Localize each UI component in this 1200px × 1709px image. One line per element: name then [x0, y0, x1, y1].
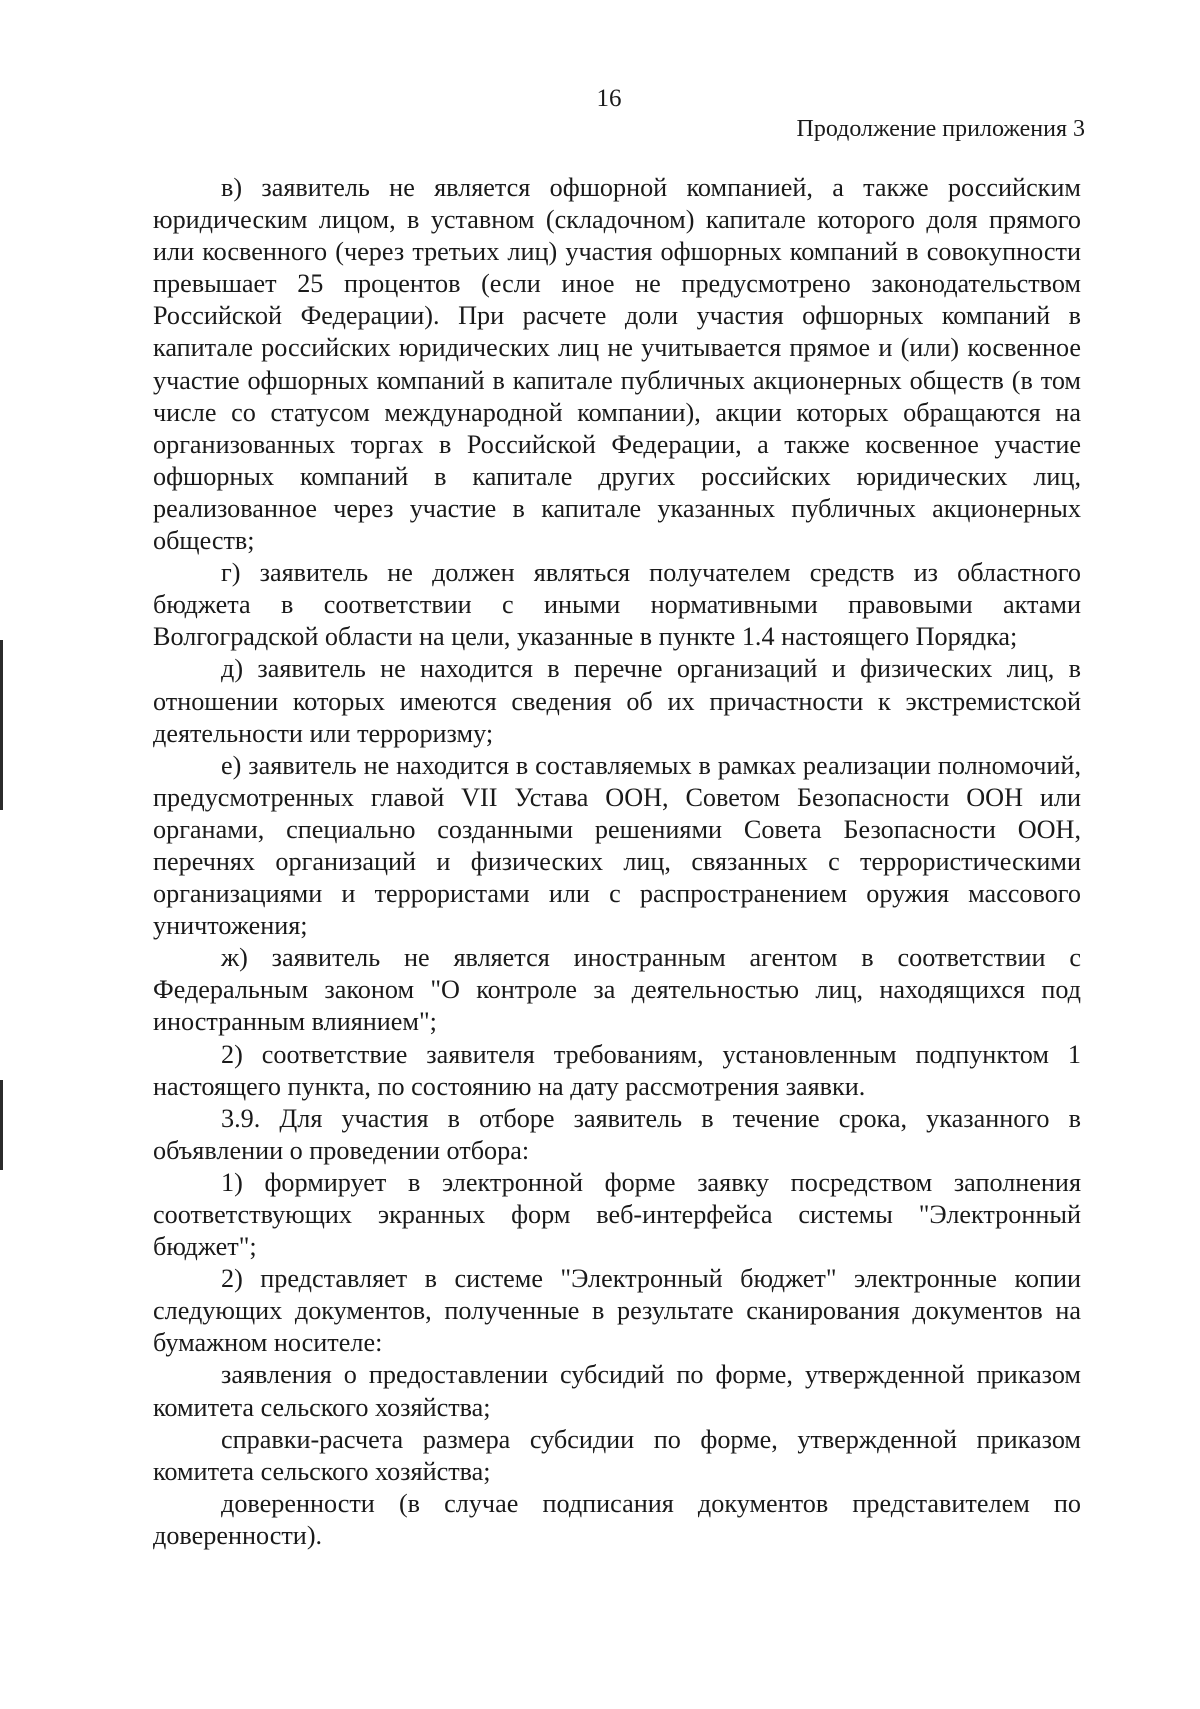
page-number: 16 — [596, 85, 622, 112]
paragraph-section-3-9: 3.9. Для участия в отборе заявитель в течение срока, указанного в объявлении о проведении отбора: — [153, 1103, 1081, 1165]
paragraph-calculation-certificate: справки-расчета размера субсидии по форме, утвержденной приказом комитета сельского хозяйства; — [153, 1424, 1081, 1486]
appendix-continuation-note: Продолжение приложения 3 — [796, 116, 1085, 142]
paragraph-extremism-list: д) заявитель не находится в перечне организаций и физических лиц, в отношении которых имеются сведения об их причастности к экстремистской деятельности или терроризму; — [153, 654, 1081, 748]
paragraph-compliance-date: 2) соответствие заявителя требованиям, установленным подпунктом 1 настоящего пункта, по состоянию на дату рассмотрения заявки. — [153, 1039, 1081, 1101]
paragraph-electronic-application: 1) формирует в электронной форме заявку посредством заполнения соответствующих экранных форм веб-интерфейса системы "Электронный бюджет"; — [153, 1167, 1081, 1262]
scan-edge-mark — [0, 1080, 3, 1170]
paragraph-scanned-copies: 2) представляет в системе "Электронный бюджет" электронные копии следующих документов, полученные в результате сканирования документов на бумажном носителе: — [153, 1264, 1081, 1358]
paragraph-offshore-company: в) заявитель не является офшорной компанией, а также российским юридическим лицом, в уставном (складочном) капитале которого доля прямого или косвенного (через третьих лиц) участия офшорных компаний в совокупности превышает 25 процентов (если иное не предусмотрено законодательством Российской Федерации). При расчете доли участия офшорных компаний в капитале российских юридических лиц не учитывается прямое и (или) косвенное участие офшорных компаний в капитале публичных акционерных обществ (в том числе со статусом международной компании), акции которых обращаются на организованных торгах в Российской Федерации, а также косвенное участие офшорных компаний в капитале других российских юридических лиц, реализованное через участие в капитале указанных публичных акционерных обществ; — [153, 173, 1081, 556]
paragraph-foreign-agent: ж) заявитель не является иностранным агентом в соответствии с Федеральным законом "О контроле за деятельностью лиц, находящихся под иностранным влиянием"; — [153, 943, 1081, 1037]
document-body — [153, 172, 1081, 1552]
paragraph-power-of-attorney: доверенности (в случае подписания документов представителем по доверенности). — [153, 1488, 1081, 1550]
paragraph-subsidy-statement: заявления о предоставлении субсидий по форме, утвержденной приказом комитета сельского хозяйства; — [153, 1360, 1081, 1422]
paragraph-regional-budget: г) заявитель не должен являться получателем средств из областного бюджета в соответствии с иными нормативными правовыми актами Волгоградской области на цели, указанные в пункте 1.4 настоящего Порядка; — [153, 558, 1081, 652]
scan-edge-mark — [0, 640, 3, 810]
paragraph-un-security-council: е) заявитель не находится в составляемых в рамках реализации полномочий, предусмотренных главой VII Устава ООН, Советом Безопасности ООН или органами, специально созданными решениями Совета Безопасности ООН, перечнях организаций и физических лиц, связанных с террористическими организациями и террористами или с распространением оружия массового уничтожения; — [153, 750, 1081, 941]
